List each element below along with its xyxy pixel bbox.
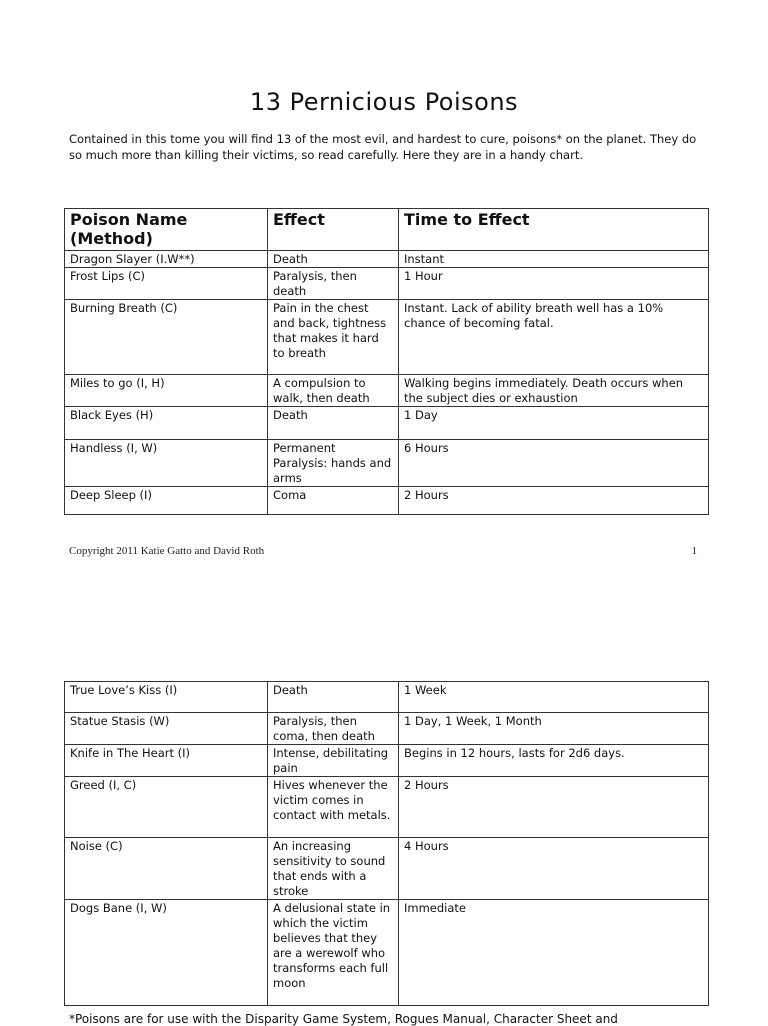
time-cell: 6 Hours [399, 440, 709, 487]
table-row [65, 900, 709, 1006]
table-header-row [65, 209, 709, 251]
time-cell: Immediate [399, 900, 709, 1006]
effect-cell: A delusional state in which the victim believes that they are a werewolf who transforms each full moon [268, 900, 399, 1006]
table-row [65, 745, 709, 777]
poison-name-cell: Black Eyes (H) [65, 407, 268, 440]
table-row [65, 838, 709, 900]
effect-cell: A compulsion to walk, then death [268, 375, 399, 407]
table-row [65, 440, 709, 487]
poison-name-cell: Dogs Bane (I, W) [65, 900, 268, 1006]
page-footer [69, 545, 697, 557]
poison-name-cell: Greed (I, C) [65, 777, 268, 838]
footnote: *Poisons are for use with the Disparity Game System, Rogues Manual, Character Sheet and [69, 1012, 618, 1026]
table-row [65, 407, 709, 440]
time-cell: 1 Week [399, 682, 709, 713]
poison-name-cell: Burning Breath (C) [65, 300, 268, 375]
time-cell: Instant [399, 251, 709, 268]
time-cell: Begins in 12 hours, lasts for 2d6 days. [399, 745, 709, 777]
effect-cell: Death [268, 251, 399, 268]
time-cell: 1 Hour [399, 268, 709, 300]
header-effect: Effect [268, 209, 399, 251]
time-cell: 2 Hours [399, 487, 709, 515]
copyright-text: Copyright 2011 Katie Gatto and David Roth [69, 545, 265, 557]
poison-name-cell: Knife in The Heart (I) [65, 745, 268, 777]
table-row [65, 375, 709, 407]
effect-cell: Hives whenever the victim comes in contact with metals. [268, 777, 399, 838]
table-row [65, 777, 709, 838]
table-row [65, 268, 709, 300]
time-cell: 4 Hours [399, 838, 709, 900]
page-number: 1 [691, 545, 697, 557]
effect-cell: Paralysis, then coma, then death [268, 713, 399, 745]
poisons-table-page2 [64, 681, 709, 1006]
table-row [65, 682, 709, 713]
table-row [65, 713, 709, 745]
time-cell: Walking begins immediately. Death occurs when the subject dies or exhaustion [399, 375, 709, 407]
poison-name-cell: True Love’s Kiss (I) [65, 682, 268, 713]
header-time-to-effect: Time to Effect [399, 209, 709, 251]
effect-cell: Intense, debilitating pain [268, 745, 399, 777]
effect-cell: Death [268, 407, 399, 440]
table-row [65, 487, 709, 515]
time-cell: Instant. Lack of ability breath well has a 10% chance of becoming fatal. [399, 300, 709, 375]
poison-name-cell: Deep Sleep (I) [65, 487, 268, 515]
poison-name-cell: Dragon Slayer (I.W**) [65, 251, 268, 268]
poison-name-cell: Handless (I, W) [65, 440, 268, 487]
time-cell: 2 Hours [399, 777, 709, 838]
document-title: 13 Pernicious Poisons [249, 88, 519, 116]
effect-cell: Pain in the chest and back, tightness that makes it hard to breath [268, 300, 399, 375]
poison-name-cell: Noise (C) [65, 838, 268, 900]
intro-paragraph: Contained in this tome you will find 13 of the most evil, and hardest to cure, poisons* on the planet. They do so much more than killing their victims, so read carefully. Here they are in a handy chart. [69, 132, 697, 162]
effect-cell: Paralysis, then death [268, 268, 399, 300]
poisons-table-page1 [64, 208, 709, 515]
header-poison-name: Poison Name (Method) [65, 209, 268, 251]
effect-cell: An increasing sensitivity to sound that ends with a stroke [268, 838, 399, 900]
effect-cell: Death [268, 682, 399, 713]
table-row [65, 251, 709, 268]
poison-name-cell: Miles to go (I, H) [65, 375, 268, 407]
time-cell: 1 Day [399, 407, 709, 440]
poison-name-cell: Statue Stasis (W) [65, 713, 268, 745]
effect-cell: Coma [268, 487, 399, 515]
effect-cell: Permanent Paralysis: hands and arms [268, 440, 399, 487]
table-row [65, 300, 709, 375]
poison-name-cell: Frost Lips (C) [65, 268, 268, 300]
time-cell: 1 Day, 1 Week, 1 Month [399, 713, 709, 745]
